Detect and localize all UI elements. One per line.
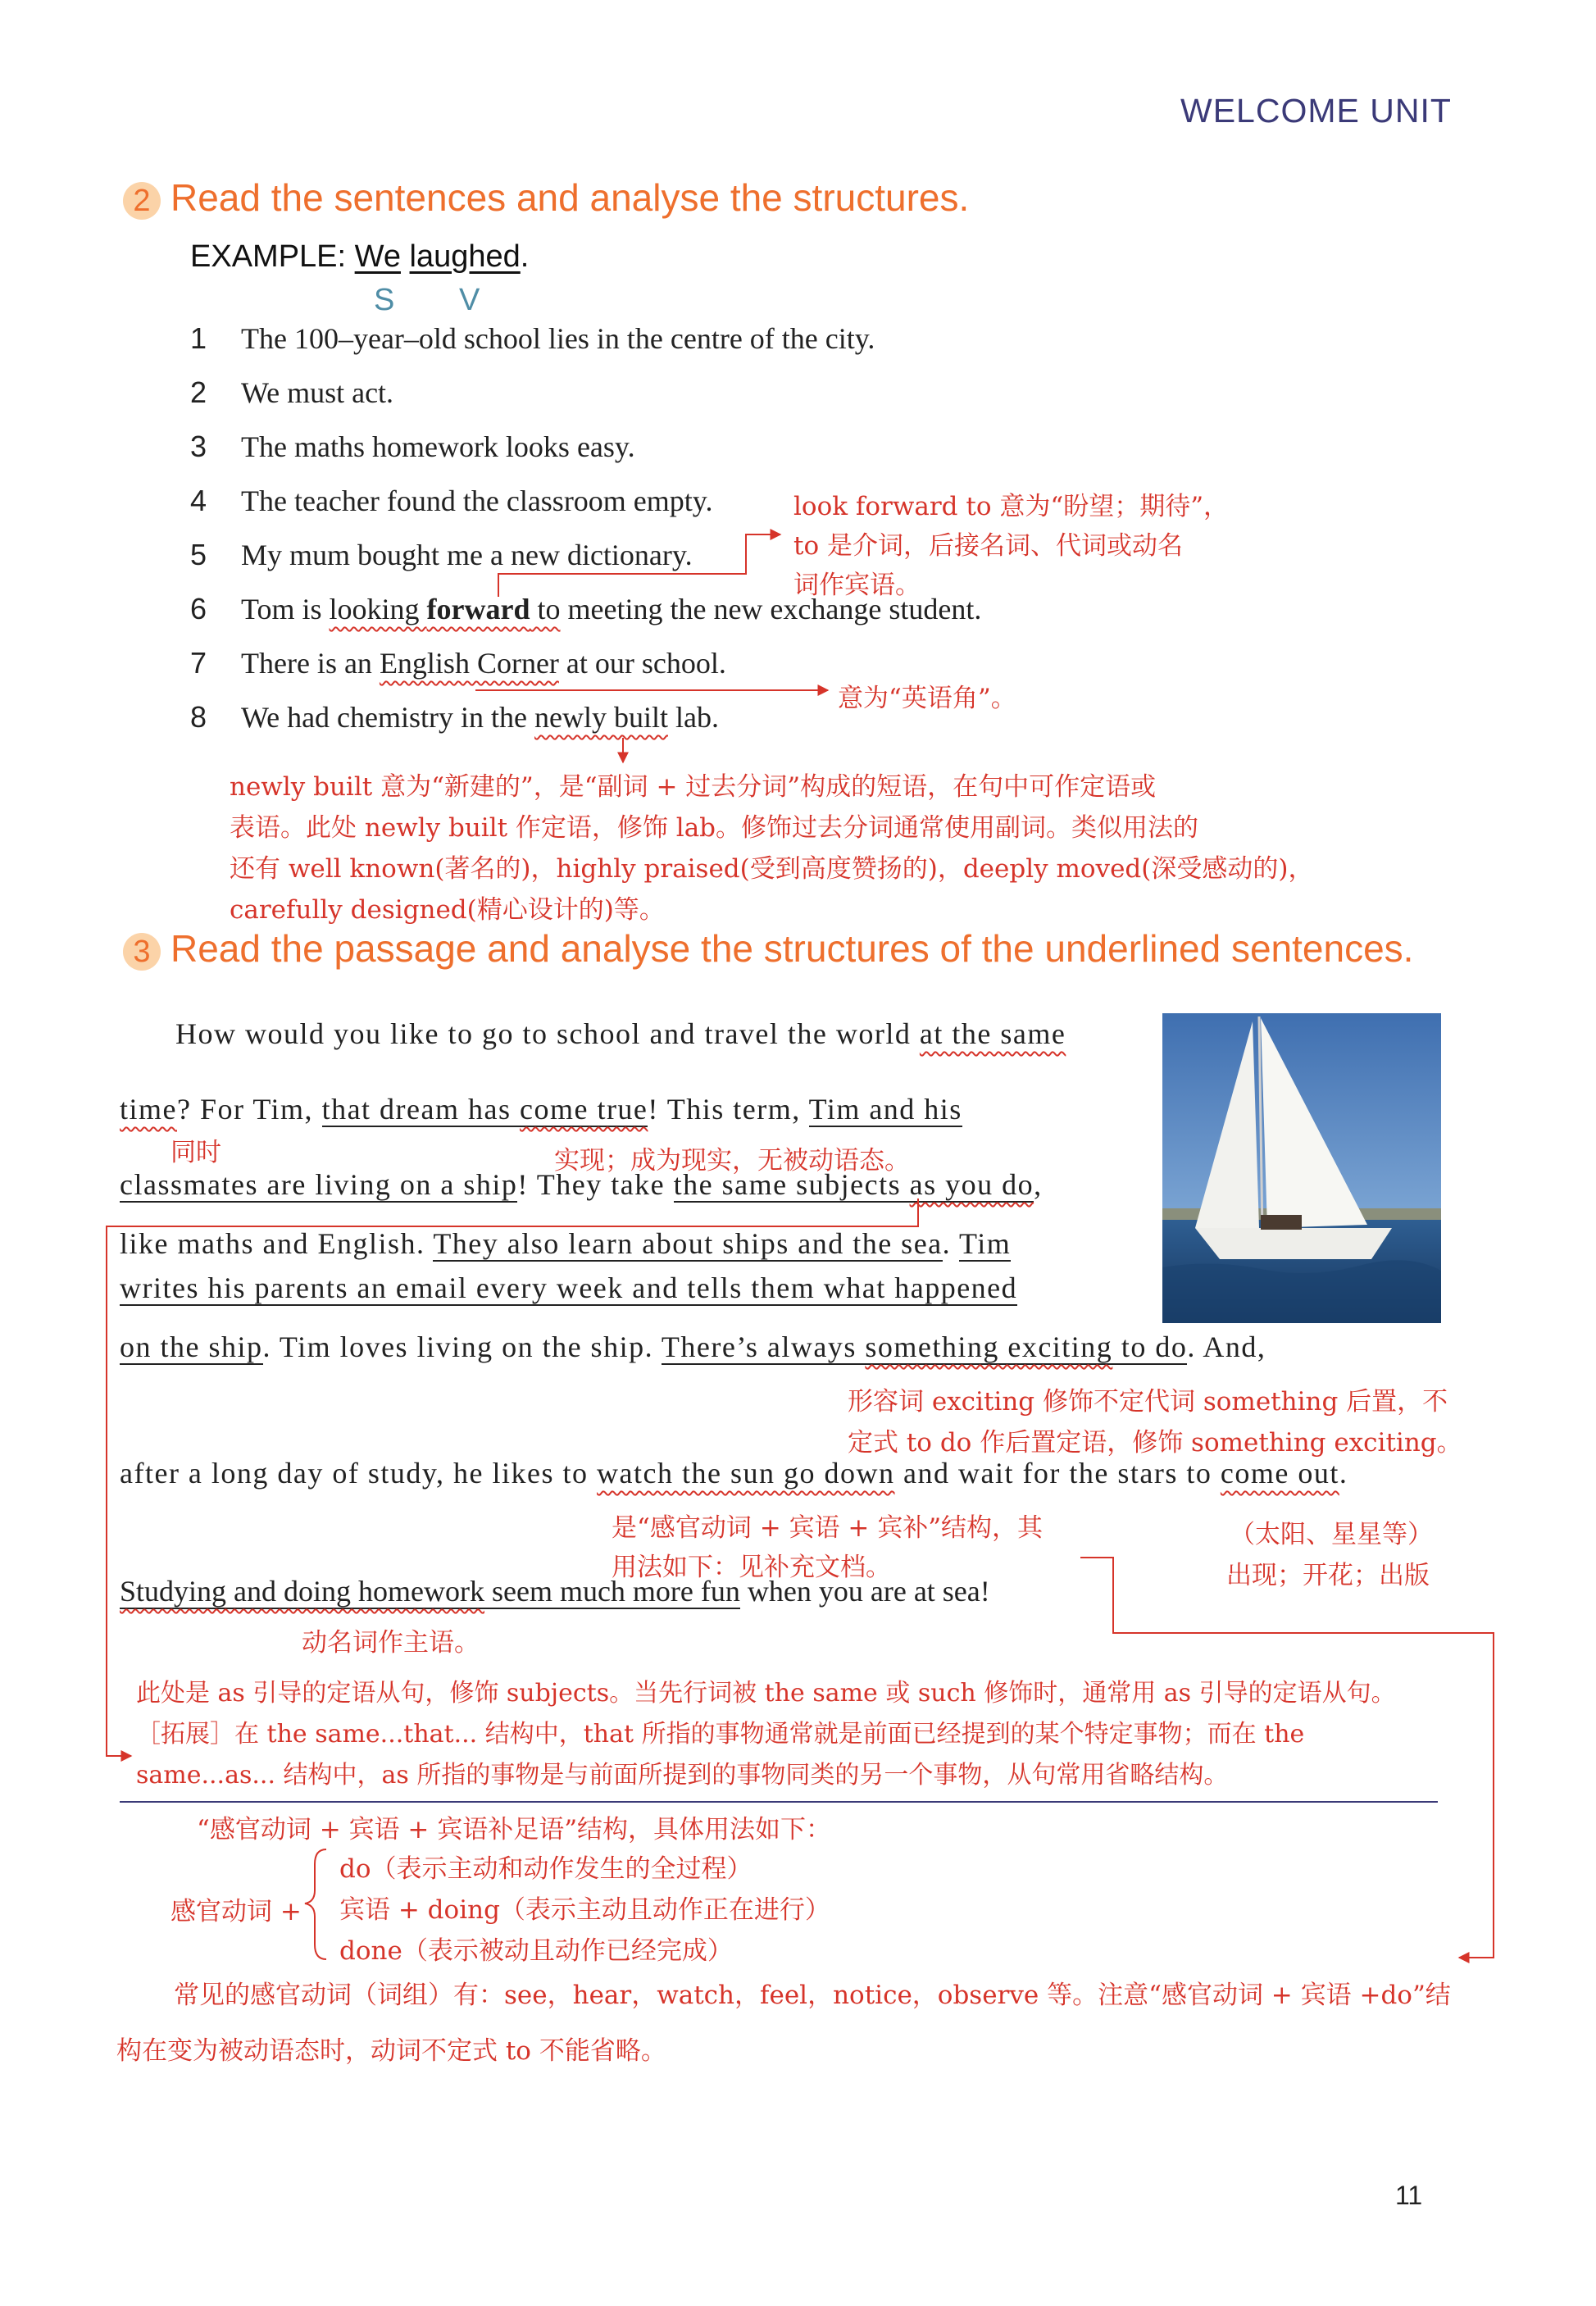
passage-text: when you are at sea! (739, 1575, 990, 1608)
sentence-text: The 100–year–old school lies in the centre of the city. (241, 322, 875, 355)
section-3-title: Read the passage and analyse the structures of the underlined sentences. (171, 927, 1414, 970)
note-come-out: 出现；开花；出版 (1226, 1561, 1430, 1590)
phrase-at-the-same-time: time (120, 1093, 177, 1126)
underlined-sentence: Tim and his (808, 1093, 962, 1126)
sentence-number: 1 (190, 321, 207, 355)
note-look-forward: to 是介词，后接名词、代词或动名 (793, 531, 1183, 561)
example-period: . (520, 239, 530, 274)
note-same-time: 同时 (171, 1138, 221, 1167)
sentence-part: There is an (241, 647, 380, 680)
passage-text: , (1034, 1168, 1043, 1201)
sentence-text (241, 700, 719, 735)
sentence-number: 8 (190, 700, 207, 734)
passage-text: . And, (1187, 1330, 1266, 1363)
note-look-forward: look forward to 意为“盼望；期待”， (793, 492, 1230, 521)
note-come-out: （太阳、星星等） (1230, 1520, 1433, 1549)
note-watch-sun: 是“感官动词 + 宾语 + 宾补”结构，其 (612, 1513, 1044, 1543)
phrase-as-you-do: as you do (909, 1168, 1034, 1201)
note-newly-built: carefully designed(精心设计的)等。 (230, 895, 665, 925)
note-something-exciting: 形容词 exciting 修饰不定代词 something 后置，不 (848, 1387, 1448, 1417)
sentence-part: Tom is (241, 593, 330, 625)
passage-text: . Tim loves living on the ship. (262, 1330, 662, 1363)
passage-text: like maths and English. (120, 1227, 434, 1260)
underlined-sentence: There’s always (661, 1330, 866, 1363)
sentence-number: 2 (190, 375, 207, 409)
passage-text: and wait for the stars to (894, 1457, 1221, 1490)
note-senses-item: 宾语 + doing（表示主动且动作正在进行） (339, 1895, 830, 1925)
example-subject: We (354, 239, 401, 274)
sentence-part: We had chemistry in the (241, 701, 534, 734)
note-watch-sun: 用法如下：见补充文档。 (612, 1553, 891, 1582)
note-senses-item: do（表示主动和动作发生的全过程） (339, 1854, 753, 1884)
phrase-at-the-same-time: at the same (919, 1017, 1066, 1050)
underlined-sentence: Tim (959, 1227, 1012, 1260)
phrase-come-out: come out (1220, 1457, 1339, 1490)
passage-line-6 (120, 1330, 1266, 1364)
phrase-forward: forward (426, 593, 530, 625)
passage-text: ! They take (517, 1168, 674, 1201)
sentence-part: lab. (667, 701, 719, 734)
underlined-sentence: writes his parents an email every week and tells them what happened (120, 1271, 1018, 1304)
note-senses-common: 常见的感官动词（词组）有：see，hear，watch，feel，notice，observe 等。注意“感官动词 + 宾语 +do”结 (174, 1981, 1451, 2010)
underlined-sentence: classmates are living on a ship (120, 1168, 518, 1201)
phrase-something-exciting: something exciting (865, 1330, 1113, 1363)
note-look-forward: 词作宾语。 (793, 571, 921, 600)
section-3-number: 3 (123, 933, 161, 971)
passage-text: ! This term, (648, 1093, 809, 1126)
section-2-number: 2 (123, 182, 161, 220)
sentence-text: My mum bought me a new dictionary. (241, 539, 693, 571)
passage-text: after a long day of study, he likes to (120, 1457, 598, 1490)
sentence-part: meeting the new exchange student. (560, 593, 982, 625)
note-newly-built: newly built 意为“新建的”，是“副词 + 过去分词”构成的短语，在句中可作定语或 (230, 772, 1157, 802)
passage-line-2 (120, 1092, 962, 1126)
sentence-text: The teacher found the classroom empty. (241, 484, 713, 517)
note-newly-built: 还有 well known(著名的)，highly praised(受到高度赞扬的)，deeply moved(深受感动的)， (230, 854, 1314, 884)
note-as-clause: 此处是 as 引导的定语从句，修饰 subjects。当先行词被 the same 或 such 修饰时，通常用 as 引导的定语从句。 (136, 1679, 1396, 1708)
phrase-come-true: come true (519, 1093, 648, 1126)
sentence-text: We must act. (241, 376, 394, 409)
note-as-clause: ［拓展］在 the same...that... 结构中，that 所指的事物通常就是前面已经提到的某个特定事物；而在 the (136, 1720, 1305, 1749)
note-something-exciting: 定式 to do 作后置定语，修饰 something exciting。 (848, 1428, 1462, 1458)
note-come-true: 实现；成为现实，无被动语态。 (554, 1146, 910, 1176)
underlined-sentence: that dream has (321, 1093, 520, 1126)
phrase-looking: looking (329, 593, 427, 625)
note-newly-built: 表语。此处 newly built 作定语，修饰 lab。修饰过去分词通常使用副词。类似用法的 (230, 813, 1199, 843)
underlined-sentence: They also learn about ships and the sea (433, 1227, 943, 1260)
section-3-heading (123, 926, 1413, 971)
example-label: EXAMPLE: (190, 239, 347, 274)
sentence-number: 4 (190, 484, 207, 517)
passage-line-1 (175, 1017, 1066, 1051)
phrase-gerund-subject: Studying and doing homework (120, 1575, 484, 1608)
underlined-sentence: to do (1112, 1330, 1188, 1363)
passage-text: . (1339, 1457, 1348, 1490)
note-english-corner: 意为“英语角”。 (838, 684, 1016, 713)
unit-title: WELCOME UNIT (1180, 92, 1452, 130)
passage-text: . (942, 1227, 960, 1260)
sailboat-photo (1162, 1013, 1441, 1323)
sentence-text: The maths homework looks easy. (241, 430, 635, 463)
underlined-sentence: the same subjects (673, 1168, 910, 1201)
sentence-number: 7 (190, 646, 207, 680)
sentence-number: 3 (190, 430, 207, 463)
passage-line-5 (120, 1271, 1017, 1305)
phrase-watch-sun-go-down: watch the sun go down (597, 1457, 895, 1490)
example-verb: laughed (409, 239, 521, 274)
section-2-title: Read the sentences and analyse the structures. (171, 176, 970, 219)
phrase-newly-built: newly built (534, 701, 668, 734)
sailboat-illustration (1162, 1013, 1441, 1323)
passage-text: How would you like to go to school and travel the world (175, 1017, 920, 1050)
passage-line-7 (120, 1456, 1348, 1490)
sentence-text (241, 646, 726, 680)
section-2-heading (123, 175, 969, 220)
note-gerund: 动名词作主语。 (302, 1628, 480, 1658)
sentence-part: at our school. (558, 647, 726, 680)
page-number: 11 (1395, 2181, 1423, 2210)
underlined-sentence: on the ship (120, 1330, 263, 1363)
note-senses-lead: 感官动词 + (171, 1897, 302, 1926)
verb-marker: V (459, 283, 480, 317)
example-sentence (190, 239, 529, 275)
phrase-english-corner: English Corner (379, 647, 559, 680)
passage-text: ? For Tim, (176, 1093, 322, 1126)
note-as-clause: same...as... 结构中，as 所指的事物是与前面所提到的事物同类的另一个事物，从句常用省略结构。 (136, 1761, 1229, 1790)
subject-marker: S (374, 283, 395, 317)
note-senses-common: 构在变为被动语态时，动词不定式 to 不能省略。 (116, 2036, 666, 2066)
note-senses-title: “感官动词 + 宾语 + 宾语补足语”结构，具体用法如下： (197, 1815, 832, 1844)
sentence-number: 6 (190, 592, 207, 625)
sentence-number: 5 (190, 538, 207, 571)
note-senses-item: done（表示被动且动作已经完成） (339, 1936, 733, 1966)
passage-line-4 (120, 1226, 1011, 1261)
underlined-sentence: seem much more fun (484, 1575, 740, 1608)
phrase-to: to (530, 593, 561, 625)
